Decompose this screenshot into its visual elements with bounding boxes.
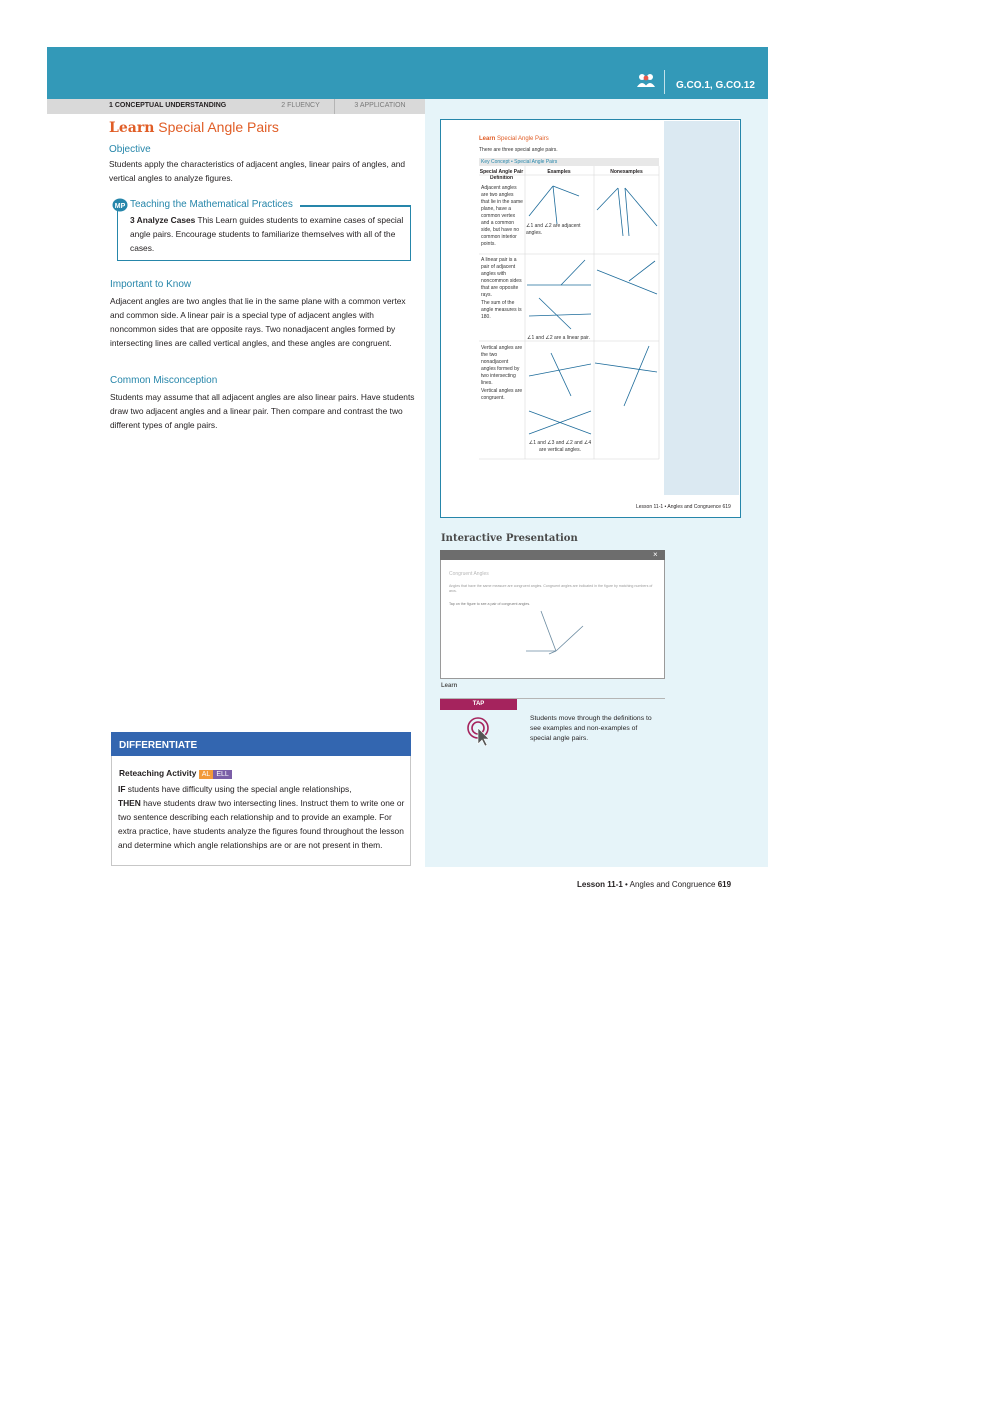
angle-pair-diagrams — [479, 166, 661, 461]
footer-lesson: Lesson 11-1 — [577, 880, 623, 889]
differentiate-heading: DIFFERENTIATE — [111, 732, 411, 756]
page-footer — [577, 880, 731, 889]
tab-application[interactable]: 3 APPLICATION — [354, 102, 406, 109]
preview-footer: Lesson 11-1 • Angles and Congruence 619 — [636, 504, 731, 510]
header-bar — [47, 47, 768, 99]
differentiate-text — [118, 782, 408, 852]
then-text: have students draw two intersecting lines. Instruct them to write one or two sentence describing each relationship and to provide an example. For extra practice, have students analyze the figures found throughout the lesson and determine which angle relationships are or are not present in them. — [118, 798, 405, 850]
group-icon — [636, 72, 656, 88]
tab-fluency[interactable]: 2 FLUENCY — [257, 99, 335, 114]
screen-title: Congruent Angles — [449, 571, 489, 577]
reteaching-label: Reteaching Activity — [119, 768, 197, 778]
objective-heading: Objective — [109, 144, 151, 155]
then-label: THEN — [118, 798, 141, 808]
col-definition: Special Angle Pair Definition — [479, 169, 524, 181]
col-examples: Examples — [547, 169, 571, 175]
footer-title: • Angles and Congruence — [625, 880, 716, 889]
tap-description: Students move through the definitions to see examples and non-examples of special angle pairs. — [530, 715, 652, 742]
divider — [300, 205, 411, 207]
preview-learn-label: Learn — [479, 136, 496, 142]
adjacent-definition: Adjacent angles are two angles that lie in the same plane, have a common vertex and a common side, but have no common interior points. — [481, 185, 523, 247]
preview-title — [479, 136, 549, 142]
misconception-text: Students may assume that all adjacent angles are also linear pairs. Have students draw two adjacent angles and a linear pair. Then compare and contrast the two different types of angle pairs. — [110, 392, 415, 430]
lesson-tabs — [47, 99, 425, 114]
learn-title-text: Special Angle Pairs — [158, 119, 279, 135]
tab-conceptual[interactable]: 1 CONCEPTUAL UNDERSTANDING — [109, 102, 227, 109]
page-number: 619 — [717, 880, 732, 889]
reteaching-heading — [119, 768, 232, 779]
linear-definition: A linear pair is a pair of adjacent angles with noncommon sides that are opposite rays. — [481, 257, 522, 298]
linear-caption: ∠1 and ∠2 are a linear pair. — [527, 335, 590, 341]
mp-icon-label: MP — [114, 203, 126, 210]
page-title — [109, 119, 279, 136]
if-label: IF — [118, 784, 126, 794]
linear-sum: The sum of the angle measures is 180. — [481, 300, 522, 320]
interactive-screen[interactable] — [440, 550, 665, 679]
preview-sidebar — [664, 121, 739, 495]
practices-bold: 3 Analyze Cases — [130, 215, 196, 225]
tap-pointer-icon — [466, 716, 494, 748]
learn-label: Learn — [109, 120, 155, 136]
objective-text: Students apply the characteristics of adjacent angles, linear pairs of angles, and vertical angles to analyze figures. — [109, 159, 406, 183]
practices-heading: Teaching the Mathematical Practices — [130, 199, 293, 210]
key-concept-bar: Key Concept • Special Angle Pairs — [479, 158, 659, 166]
important-text: Adjacent angles are two angles that lie in the same plane with a common vertex and common side. A linear pair is a special type of adjacent angles with noncommon sides that are opposite rays. Two nonadjacent angles formed by intersecting lines are called vertical angles, and these angles are congruent. — [110, 296, 406, 348]
interactive-caption: Learn — [441, 683, 458, 689]
col-nonexamples: Nonexamples — [610, 169, 643, 175]
ell-badge: ELL — [213, 770, 231, 779]
misconception-heading: Common Misconception — [110, 375, 218, 386]
vertical-congruent: Vertical angles are congruent. — [481, 388, 523, 401]
practices-body: This Learn guides students to examine cases of special angle pairs. Encourage students to familiarize themselves with all of the cases. — [130, 215, 404, 253]
standards-code: G.CO.1, G.CO.12 — [676, 80, 755, 91]
if-text: students have difficulty using the special angle relationships, — [125, 784, 352, 794]
practices-text — [130, 213, 405, 255]
mp-icon — [112, 198, 128, 212]
important-heading: Important to Know — [110, 279, 192, 290]
tap-label: TAP — [440, 699, 517, 710]
adjacent-caption: ∠1 and ∠2 are adjacent angles. — [526, 223, 581, 236]
congruent-angles-figure[interactable] — [521, 606, 591, 661]
al-badge: AL — [199, 770, 214, 779]
vertical-definition: Vertical angles are the two nonadjacent angles formed by two intersecting lines. — [481, 345, 523, 386]
interactive-heading: Interactive Presentation — [441, 533, 578, 544]
close-icon[interactable]: × — [653, 550, 658, 559]
screen-prompt[interactable]: Tap on the figure to see a pair of congruent angles. — [449, 602, 531, 606]
vertical-caption: ∠1 and ∠3 and ∠2 and ∠4 are vertical angles. — [528, 440, 592, 453]
preview-title-text: Special Angle Pairs — [497, 136, 549, 142]
screen-text: Angles that have the same measure are congruent angles. Congruent angles are indicated in the figure by matching numbers of arcs. — [449, 584, 653, 593]
preview-subtitle: There are three special angle pairs. — [479, 147, 558, 153]
divider — [664, 70, 665, 94]
screen-titlebar — [440, 550, 665, 560]
